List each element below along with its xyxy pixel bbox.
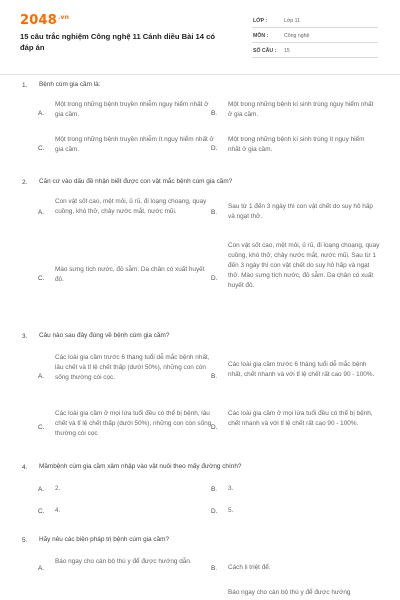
option-letter: C. (38, 424, 45, 431)
option-text: Báo ngay cho cán bộ thú y để được hướng dẫn. (55, 558, 192, 565)
site-logo[interactable]: $2048^{.vn}$ (20, 13, 70, 28)
question-number: 1. (22, 82, 28, 89)
option-text: 2. (55, 485, 61, 492)
meta-row-grade (252, 13, 378, 28)
option-text: Các loài gia cầm ở mọi lứa tuổi đều có thể bị bệnh, lâu chết và tỉ lệ chết thấp (dưới 50%), những con còn sống thường còi cọc (55, 410, 212, 437)
option-text: 5. (228, 507, 234, 514)
meta-row-question-count (252, 43, 378, 58)
question-number: 3. (22, 333, 28, 340)
meta-value: Công nghệ (284, 33, 310, 39)
option-text: Các loài gia cầm trước 6 tháng tuổi dễ mắc bệnh nhất, chết nhanh và với tỉ lệ chết rất cao 90 - 100%. (228, 361, 375, 378)
option-letter: B. (211, 209, 218, 216)
option-letter: D. (211, 145, 218, 152)
option-text: Con vật sốt cao, mệt mỏi, ủ rũ, đi loạng choạng, quay cuồng, khó thở, chảy nước mắt, nước mũi. Sau từ 1 đến 3 ngày thì con vật chết do suy hô hấp và ngạt thở. Mào sưng tích nước, đỏ sẫm. Da chân có xuất huyết đỏ. (228, 242, 380, 289)
page-header (0, 0, 400, 70)
option-letter: D. (211, 424, 218, 431)
question-text: Mầmbệnh cúm gia cầm xâm nhập vào vật nuôi theo mấy đường chính? (39, 463, 242, 470)
meta-row-subject (252, 28, 378, 43)
header-divider (0, 74, 400, 75)
meta-key: SỐ CÂU : (253, 48, 277, 54)
option-text: Mào sưng tích nước, đỏ sẫm. Da chân có xuất huyết đỏ. (55, 266, 205, 283)
meta-value: 15 (284, 48, 290, 54)
option-letter: B. (211, 110, 218, 117)
option-text: 4. (55, 507, 61, 514)
option-letter: C. (38, 275, 45, 282)
option-letter: D. (211, 275, 218, 282)
option-text: 3. (228, 485, 234, 492)
option-text: Một trong những bệnh truyền nhiễm ít nguy hiểm nhất ở gia cầm. (55, 136, 214, 153)
question-number: 4. (22, 464, 28, 471)
question-number: 5. (22, 537, 28, 544)
option-text: Các loài gia cầm trước 6 tháng tuổi dễ mắc bệnh nhất, lâu chết và tỉ lệ chết thấp (dưới 50%), những con còn sống thường còi cọc. (55, 354, 210, 381)
option-text: Một trong những bệnh kí sinh trùng ít nguy hiểm nhất ở gia cầm. (228, 136, 365, 153)
meta-key: MÔN : (253, 33, 269, 39)
question-text: Căn cứ vào dấu đề nhận biết được con vật mắc bệnh cúm gia cầm? (39, 178, 233, 185)
option-text: Báo ngay cho cán bộ thú y để được hướng (228, 589, 351, 596)
option-letter: A. (38, 565, 45, 572)
option-letter: A. (38, 486, 45, 493)
option-letter: A. (38, 373, 45, 380)
meta-key: LỚP : (253, 18, 268, 24)
option-letter: C. (38, 145, 45, 152)
option-letter: A. (38, 209, 45, 216)
option-text: Một trong những bệnh truyền nhiễm nguy hiểm nhất ở gia cầm. (55, 101, 209, 118)
question-number: 2. (22, 179, 28, 186)
question-text: Bệnh cúm gia cầm là: (39, 81, 101, 88)
quiz-title: 15 câu trắc nghiệm Công nghệ 11 Cánh diều Bài 14 có đáp án (20, 32, 215, 52)
option-letter: D. (211, 508, 218, 515)
question-text: Hãy nêu các biện pháp trị bệnh cúm gia cầm? (39, 536, 170, 543)
option-letter: A. (38, 110, 45, 117)
option-text: Cách li triệt để. (228, 564, 271, 571)
option-text: Sau từ 1 đến 3 ngày thì con vật chết do suy hô hấp và ngạt thở. (228, 203, 373, 220)
question-text: Câu nào sau đây đúng về bệnh cúm gia cầm? (39, 332, 170, 339)
option-letter: C. (38, 508, 45, 515)
option-letter: B. (211, 486, 218, 493)
option-letter: B. (211, 565, 218, 572)
option-letter: B. (211, 373, 218, 380)
option-text: Con vật sốt cao, mệt mỏi, ủ rũ, đi loạng choạng, quay cuồng, khó thở, chảy nước mắt, nước mũi. (55, 198, 207, 215)
meta-value: Lớp 11 (284, 18, 300, 24)
option-text: Các loài gia cầm ở mọi lứa tuổi đều có thể bị bệnh, chết nhanh và với tỉ lệ chết rất cao 90 - 100%. (228, 410, 373, 427)
option-text: Một trong những bệnh kí sinh trùng nguy hiểm nhất ở gia cầm. (228, 101, 374, 118)
